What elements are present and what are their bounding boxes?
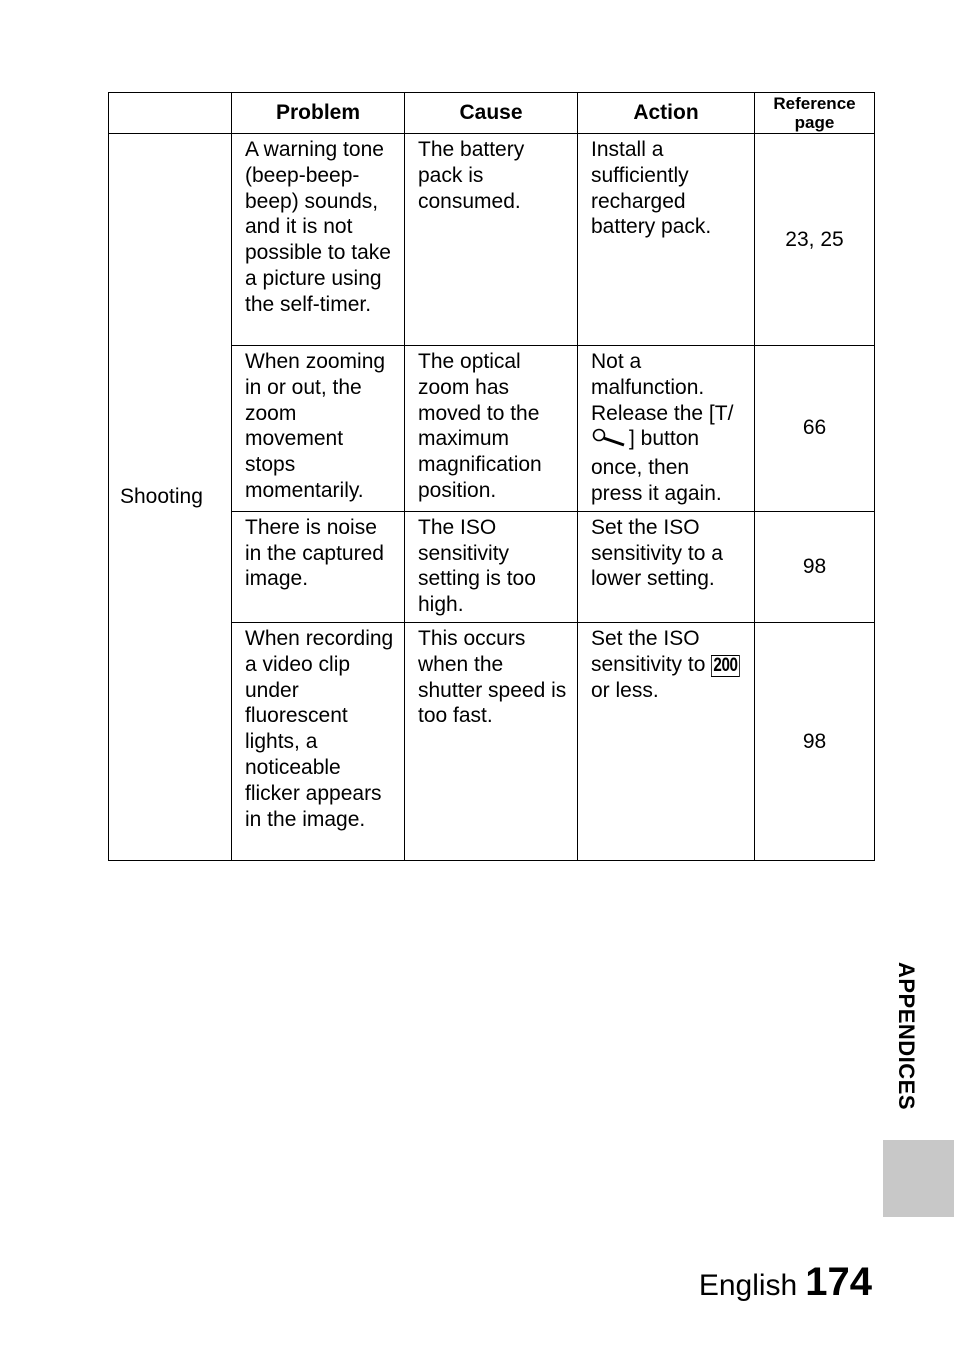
section-label xyxy=(883,962,931,1132)
section-tab xyxy=(883,1140,954,1217)
page-footer xyxy=(699,1260,872,1305)
action-text-before: Set the ISO sensitivity to xyxy=(591,626,706,676)
action-cell xyxy=(578,622,755,860)
problem-cell: When zooming in or out, the zoom movement stops momentarily. xyxy=(232,346,405,512)
header-problem: Problem xyxy=(232,93,405,134)
problem-cell: When recording a video clip under fluorescent lights, a noticeable flicker appears in the image. xyxy=(232,622,405,860)
action-text-after: ] button once, then press it again. xyxy=(591,427,722,505)
header-reference-line2: page xyxy=(794,113,835,132)
action-cell: Install a sufficiently recharged battery pack. xyxy=(578,134,755,346)
table-header-row xyxy=(109,93,875,134)
problem-cell: A warning tone (beep-beep-beep) sounds, and it is not possible to take a picture using the self-timer. xyxy=(232,134,405,346)
iso-200-icon: 200 xyxy=(711,655,740,677)
troubleshooting-table xyxy=(108,92,875,861)
table-row xyxy=(109,134,875,346)
problem-cell: There is noise in the captured image. xyxy=(232,511,405,622)
category-cell: Shooting xyxy=(109,134,232,861)
cause-cell: The optical zoom has moved to the maximum magnification position. xyxy=(405,346,578,512)
header-reference-page xyxy=(755,93,875,134)
reference-cell: 98 xyxy=(755,511,875,622)
magnifier-icon xyxy=(591,428,629,455)
cause-cell: The battery pack is consumed. xyxy=(405,134,578,346)
section-label-text: APPENDICES xyxy=(894,962,919,1111)
reference-cell: 66 xyxy=(755,346,875,512)
header-cause: Cause xyxy=(405,93,578,134)
header-reference-line1: Reference xyxy=(773,94,856,113)
action-cell: Set the ISO sensitivity to a lower setting. xyxy=(578,511,755,622)
reference-cell: 23, 25 xyxy=(755,134,875,346)
action-cell xyxy=(578,346,755,512)
reference-cell: 98 xyxy=(755,622,875,860)
action-text-after: or less. xyxy=(591,678,659,702)
header-action: Action xyxy=(578,93,755,134)
cause-cell: This occurs when the shutter speed is too fast. xyxy=(405,622,578,860)
cause-cell: The ISO sensitivity setting is too high. xyxy=(405,511,578,622)
page-number: 174 xyxy=(805,1260,872,1304)
header-category xyxy=(109,93,232,134)
action-text-before: Not a malfunction. Release the [T/ xyxy=(591,350,734,425)
footer-language: English xyxy=(698,1269,798,1302)
